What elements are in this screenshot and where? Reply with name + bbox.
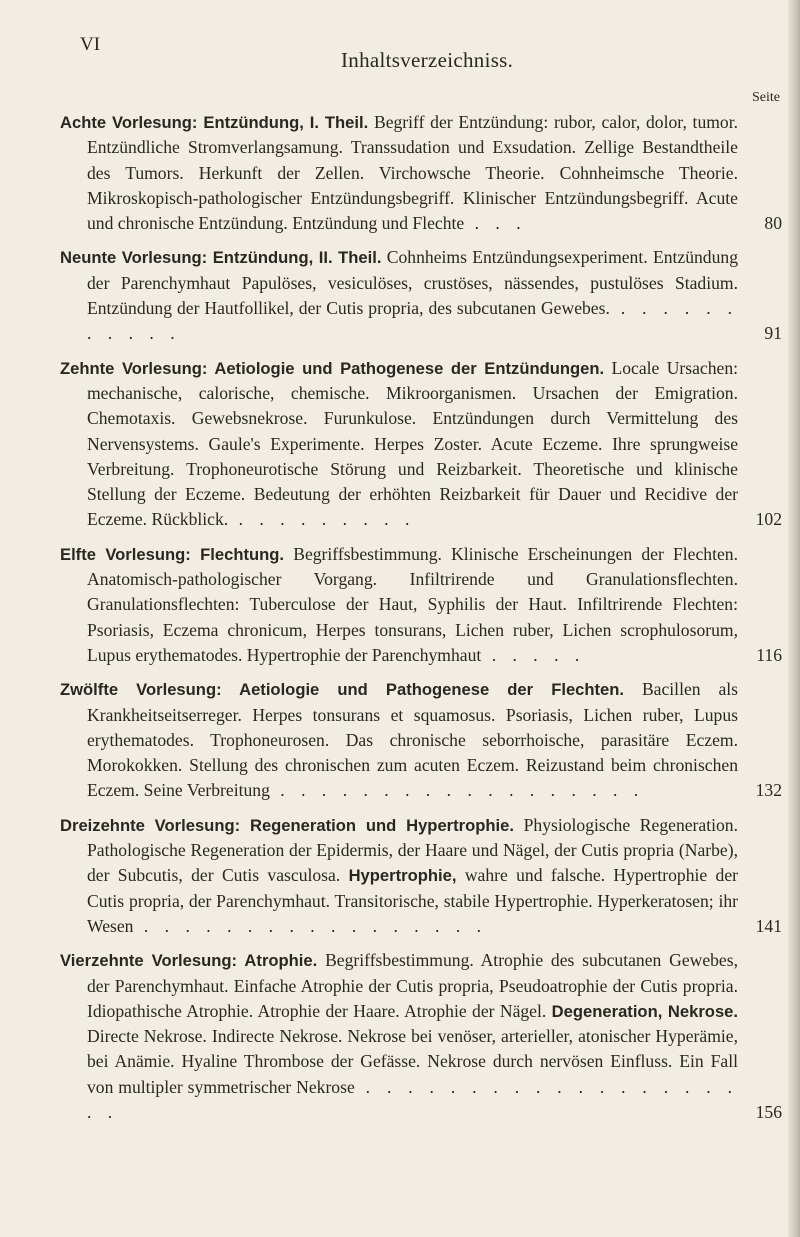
lecture-heading: Zwölfte Vorlesung: Aetiologie und Pathogenese der Flechten.	[60, 680, 625, 700]
page-edge-shadow	[788, 0, 800, 1237]
dot-leaders: . . . . . . . . . . . . . . . . . . . .	[87, 1076, 738, 1122]
toc-entry-lecture-12[interactable]	[60, 677, 782, 803]
lecture-heading: Neunte Vorlesung: Entzündung, II. Theil.	[60, 248, 382, 268]
toc-entry-lecture-8[interactable]	[60, 110, 782, 236]
lecture-page-number: 156	[755, 1101, 782, 1122]
lecture-summary: Begriffsbestimmung. Klinische Erscheinungen der Flechten. Anatomisch-pathologischer Vorgang. Infiltrirende und Granulationsflechten. Granulationsflechten: Tuberculose der Haut, Syphilis der Haut. Infiltrirende Flechten: Psoriasis, Eczema chronicum, Herpes tonsurans, Lichen ruber, Lichen scrophulosorum, Lupus erythematodes. Hypertrophie der Parenchymhaut	[87, 543, 738, 665]
lecture-summary: Begriff der Entzündung: rubor, calor, dolor, tumor. Entzündliche Stromverlangsamung. Transsudation und Exsudation. Zellige Bestandtheile des Tumors. Herkunft der Zellen. Virchowsche Theorie. Cohnheimsche Theorie. Mikroskopisch-pathologischer Entzündungsbegriff. Klinischer Entzündungsbegriff. Acute und chronische Entzündung. Entzündung und Flechte	[87, 112, 739, 234]
lecture-summary: Bacillen als Krankheitseitserreger. Herpes tonsurans et squamosus. Psoriasis, Lichen ruber, Lupus erythematodes. Trophoneurosen. Das chronische seborrhoische, parasitäre Eczem. Morokokken. Stellung des chronischen zum acuten Eczem. Reizustand beim chronischen Eczem. Seine Verbreitung	[87, 679, 738, 801]
dot-leaders: . . . . . . . . .	[238, 509, 416, 530]
running-title: Inhaltsverzeichniss.	[341, 48, 514, 72]
lecture-heading: Vierzehnte Vorlesung: Atrophie.	[60, 951, 318, 971]
dot-leaders: . . . . . . . . . . .	[87, 298, 739, 344]
lecture-page-number: 102	[755, 509, 782, 530]
inline-subheading: Hypertrophie,	[348, 866, 457, 886]
toc-entry-lecture-10[interactable]	[60, 356, 782, 533]
lecture-heading: Achte Vorlesung: Entzündung, I. Theil.	[60, 113, 369, 132]
lecture-heading: Elfte Vorlesung: Flechtung.	[60, 544, 285, 564]
dot-leaders: . . . . . . . . . . . . . . . . .	[143, 915, 488, 936]
toc-entry-lecture-9[interactable]	[60, 245, 782, 346]
page-column-label: Seite	[752, 90, 780, 105]
inline-subheading: Degeneration, Nekrose.	[551, 1001, 739, 1021]
lecture-summary: Cohnheims Entzündungsexperiment. Entzündung der Parenchymhaut Papulöses, vesiculöses, crustöses, nässendes, pustulöses Stadium. Entzündung der Hautfollikel, der Cutis propria, des subcutanen Gewebes.	[87, 247, 738, 319]
lecture-summary: Physiologische Regeneration. Pathologische Regeneration der Epidermis, der Haare und Nägel, der Cutis propria (Narbe), der Subcutis, der Cutis vasculosa.	[87, 814, 738, 886]
toc-entry-lecture-11[interactable]	[60, 542, 782, 668]
dot-leaders: . . .	[474, 213, 527, 234]
lecture-heading: Zehnte Vorlesung: Aetiologie und Pathogenese der Entzündungen.	[60, 358, 605, 378]
dot-leaders: . . . . . . . . . . . . . . . . . .	[280, 780, 645, 801]
table-of-contents	[60, 110, 782, 1134]
page-number: VI	[80, 34, 101, 55]
lecture-summary: Locale Ursachen: mechanische, calorische, chemische. Mikroorganismen. Ursachen der Emigration. Chemotaxis. Gewebsnekrose. Furunkulose. Entzündungen durch Vermittelung des Nervensystems. Gaule's Experimente. Herpes Zoster. Acute Eczeme. Ihre sprungweise Verbreitung. Trophoneurotische Störung und Reizbarkeit. Theoretische und klinische Stellung der Eczeme. Bedeutung der erhöhten Reizbarkeit für Dauer und Recidive der Eczeme. Rückblick.	[87, 357, 739, 530]
lecture-summary-continued: wahre und falsche. Hypertrophie der Cutis propria, der Parenchymhaut. Transitorische, stabile Hypertrophie. Hyperkeratosen; ihr Wesen	[87, 865, 739, 936]
lecture-summary: Begriffsbestimmung. Atrophie des subcutanen Gewebes, der Parenchymhaut. Einfache Atrophie der Cutis propria, Pseudoatrophie der Cutis propria. Idiopathische Atrophie. Atrophie der Haare. Atrophie der Nägel.	[87, 950, 738, 1021]
lecture-page-number: 132	[755, 780, 782, 801]
toc-entry-lecture-13[interactable]	[60, 813, 782, 939]
lecture-page-number: 141	[755, 915, 782, 936]
lecture-heading: Dreizehnte Vorlesung: Regeneration und Hypertrophie.	[60, 815, 514, 835]
lecture-page-number: 116	[756, 644, 782, 665]
dot-leaders: . . . . .	[491, 644, 586, 665]
lecture-page-number: 91	[764, 323, 782, 344]
toc-entry-lecture-14[interactable]	[60, 948, 782, 1125]
lecture-page-number: 80	[764, 213, 782, 234]
lecture-summary-continued: Directe Nekrose. Indirecte Nekrose. Nekrose bei venöser, arterieller, atonischer Hyperämie, bei Anämie. Hyaline Thrombose der Gefässe. Nekrose durch nervösen Einfluss. Ein Fall von multipler symmetrischer Nekrose	[87, 1026, 738, 1097]
